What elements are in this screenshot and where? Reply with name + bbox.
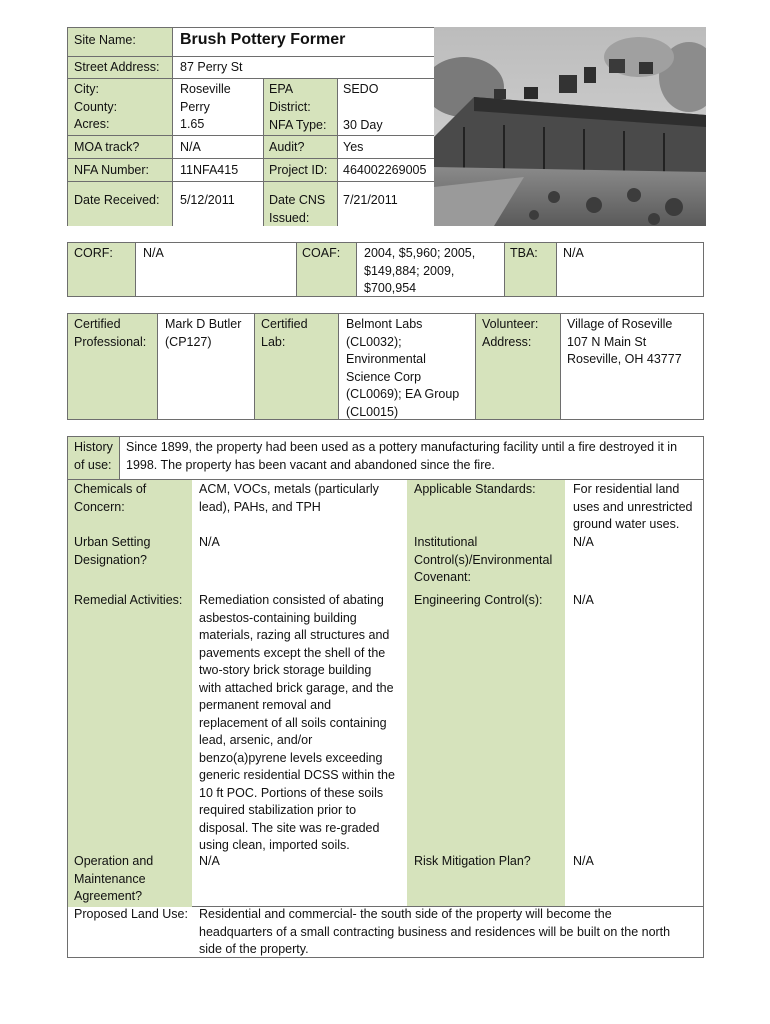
- urban-setting-label: Urban Setting Designation?: [74, 535, 151, 567]
- operation-maintenance-value: N/A: [199, 854, 220, 868]
- history-value: Since 1899, the property had been used as a pottery manufacturing facility until a fire destroyed it in 1998. The property has been vacant and abandoned since the fire.: [126, 440, 678, 472]
- site-name-label: Site Name:: [74, 33, 136, 47]
- project-id-label: Project ID:: [269, 163, 328, 177]
- date-cns-value: 7/21/2011: [343, 193, 398, 207]
- moa-track-value: N/A: [180, 140, 201, 154]
- proposed-land-use-label: Proposed Land Use:: [74, 907, 188, 921]
- certified-professional-value: Mark D Butler (CP127): [165, 317, 242, 349]
- urban-setting-value: N/A: [199, 535, 220, 549]
- epa-district-value: SEDO: [343, 82, 379, 96]
- chemicals-value: ACM, VOCs, metals (particularly lead), PAHs, and TPH: [199, 482, 379, 514]
- certified-professional-label: Certified Professional:: [74, 317, 147, 349]
- nfa-number-value: 11NFA415: [180, 163, 239, 177]
- certified-lab-label: Certified Lab:: [261, 317, 308, 349]
- remedial-activities-value: Remediation consisted of abating asbestos-containing building materials, razing all structures and pavements except the shell of the two-story brick storage building with attached brick garage, and the permanent removal and replacement of all soils containing lead, arsenic, and/or benzo(a)pyrene levels exceeding generic residential DCSS within the 10 ft POC. Portions of these soils required stabilization prior to disposal. The site was re-graded using clean, imported soils.: [199, 593, 395, 852]
- chemicals-label: Chemicals of Concern:: [74, 482, 147, 514]
- institutional-control-label: Institutional Control(s)/Environmental Covenant:: [414, 535, 553, 584]
- coaf-label: COAF:: [302, 246, 341, 260]
- date-received-label: Date Received:: [74, 193, 160, 207]
- nfa-number-label: NFA Number:: [74, 163, 150, 177]
- standards-label: Applicable Standards:: [414, 482, 536, 496]
- city-county-acres-label: City: County: Acres:: [74, 82, 118, 131]
- engineering-controls-value: N/A: [573, 593, 594, 607]
- street-address-label: Street Address:: [74, 60, 160, 74]
- institutional-control-value: N/A: [573, 535, 594, 549]
- site-name-value: Brush Pottery Former: [180, 31, 346, 48]
- volunteer-label: Volunteer: Address:: [482, 317, 539, 349]
- standards-value: For residential land uses and unrestricted ground water uses.: [573, 482, 693, 531]
- proposed-land-use-value: Residential and commercial- the south side of the property will become the headquarters of a small contracting business and residences will be built on the north side of the property.: [199, 907, 671, 956]
- tba-label: TBA:: [510, 246, 538, 260]
- street-address-value: 87 Perry St: [180, 60, 243, 74]
- operation-maintenance-label: Operation and Maintenance Agreement?: [74, 854, 154, 903]
- date-received-value: 5/12/2011: [180, 193, 235, 207]
- coaf-value: 2004, $5,960; 2005, $149,884; 2009, $700,954: [364, 246, 476, 295]
- history-label: History of use:: [74, 440, 113, 472]
- risk-mitigation-value: N/A: [573, 854, 594, 868]
- city-county-acres-value: Roseville Perry 1.65: [180, 82, 231, 131]
- volunteer-value: Village of Roseville 107 N Main St Roseville, OH 43777: [567, 317, 682, 366]
- nfa-type-label: NFA Type:: [269, 118, 327, 132]
- nfa-type-value: 30 Day: [343, 118, 383, 132]
- corf-value: N/A: [143, 246, 164, 260]
- certified-lab-value: Belmont Labs (CL0032); Environmental Science Corp (CL0069); EA Group (CL0015): [346, 317, 460, 419]
- corf-label: CORF:: [74, 246, 113, 260]
- audit-value: Yes: [343, 140, 364, 154]
- site-photo: [434, 27, 706, 226]
- risk-mitigation-label: Risk Mitigation Plan?: [414, 854, 531, 868]
- date-cns-label: Date CNS Issued:: [269, 193, 326, 225]
- epa-district-label: EPA District:: [269, 82, 311, 114]
- project-id-value: 464002269005: [343, 163, 427, 177]
- engineering-controls-label: Engineering Control(s):: [414, 593, 543, 607]
- remedial-activities-label: Remedial Activities:: [74, 593, 183, 607]
- tba-value: N/A: [563, 246, 584, 260]
- moa-track-label: MOA track?: [74, 140, 140, 154]
- audit-label: Audit?: [269, 140, 305, 154]
